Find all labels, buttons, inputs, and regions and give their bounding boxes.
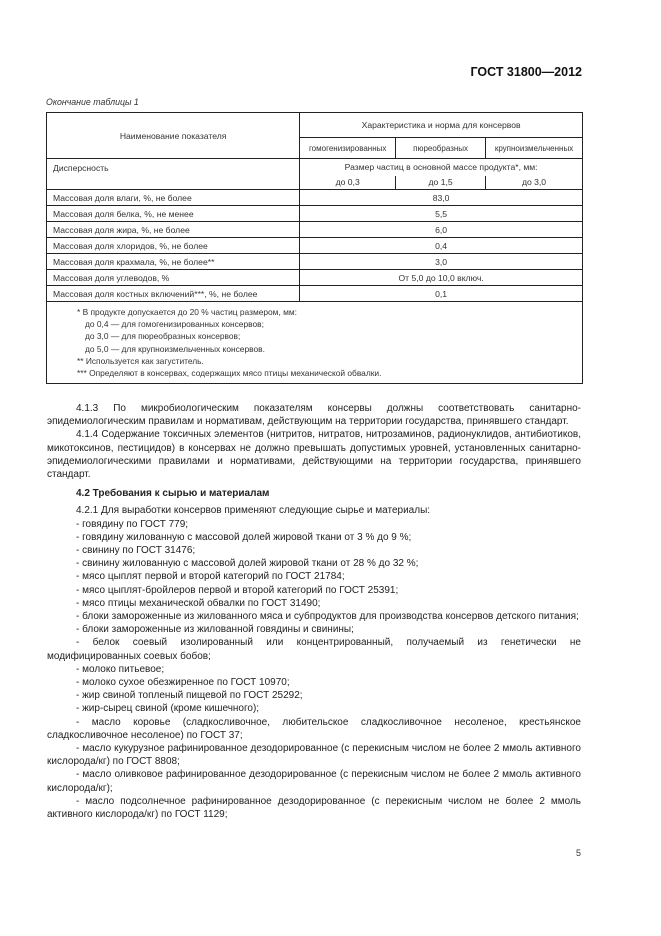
row-label: Массовая доля костных включений***, %, не более <box>47 286 300 302</box>
list-item: - масло оливковое рафинированное дезодорированное (с перекисным числом не более 2 ммоль активного кислорода/кг); <box>47 769 581 794</box>
row-value: 6,0 <box>300 222 583 238</box>
row-label: Массовая доля углеводов, % <box>47 270 300 286</box>
table-row <box>47 238 583 254</box>
list-item: - масло коровье (сладкосливочное, любительское сладкосливочное несоленое, крестьянское сладкосливочное несоленое) по ГОСТ 37; <box>47 716 581 741</box>
row-label: Массовая доля хлоридов, %, не более <box>47 238 300 254</box>
header-col-pureed: пюреобразных <box>396 138 486 159</box>
list-item: - мясо птицы механической обвалки по ГОСТ 31490; <box>76 597 321 609</box>
list-item: - молоко сухое обезжиренное по ГОСТ 10970; <box>76 677 290 689</box>
row-dispersity-label: Дисперсность <box>47 159 300 190</box>
table-row <box>47 286 583 302</box>
row-label: Массовая доля влаги, %, не более <box>47 190 300 206</box>
section-heading-4-2: 4.2 Требования к сырью и материалам <box>76 488 270 500</box>
list-item: - масло подсолнечное рафинированное дезодорированное (с перекисным числом не более 2 ммоль активного кислорода/кг) по ГОСТ 1129; <box>47 795 581 821</box>
note: до 5,0 — для крупноизмельченных консервов. <box>85 343 265 354</box>
note: *** Определяют в консервах, содержащих мясо птицы механической обвалки. <box>77 368 382 379</box>
row-value: 5,5 <box>300 206 583 222</box>
row-value: 0,4 <box>300 238 583 254</box>
list-item: - жир свиной топленый пищевой по ГОСТ 25292; <box>76 690 303 702</box>
list-item: - молоко питьевое; <box>76 663 165 675</box>
header-col-coarse: крупноизмельченных <box>486 138 583 159</box>
requirements-table <box>46 112 583 384</box>
row-dispersity-span: Размер частиц в основной массе продукта*, мм: <box>300 159 583 176</box>
table-caption: Окончание таблицы 1 <box>46 97 139 107</box>
row-label: Массовая доля белка, %, не менее <box>47 206 300 222</box>
paragraph-4-1-3: 4.1.3 По микробиологическим показателям консервы должны соответствовать санитарно-эпидемиологическим правилам и нормативам, действующим на территории государства, принявшего стандарт. <box>47 403 581 428</box>
note: * В продукте допускается до 20 % частиц размером, мм: <box>77 307 297 317</box>
table-row <box>47 206 583 222</box>
row-label: Массовая доля крахмала, %, не более** <box>47 254 300 270</box>
list-item: - белок соевый изолированный или концентрированный, получаемый из генетически не модифицированных соевых бобов; <box>47 637 581 662</box>
table-row <box>47 270 583 286</box>
row-value: 0,1 <box>300 286 583 302</box>
document-code: ГОСТ 31800—2012 <box>470 65 582 79</box>
row-value: 3,0 <box>300 254 583 270</box>
table-row <box>47 222 583 238</box>
list-item: - блоки замороженные из жилованной говядины и свинины; <box>76 624 354 636</box>
dispersity-value: до 3,0 <box>486 176 583 190</box>
dispersity-value: до 1,5 <box>396 176 486 190</box>
paragraph-4-1-4: 4.1.4 Содержание токсичных элементов (нитритов, нитратов, нитрозаминов, радионуклидов, антибиотиков, микотоксинов, пестицидов) в консервах не должно превышать допустимых уровней, установленных санитарно-эпидемиологическими правилами и нормативами, действующими на территории государства, принявшего стандарт. <box>47 429 581 481</box>
header-col-homogenized: гомогенизированных <box>300 138 396 159</box>
list-item: - жир-сырец свиной (кроме кишечного); <box>76 703 260 715</box>
table-row <box>47 190 583 206</box>
table-notes <box>47 302 583 384</box>
list-item: - говядину жилованную с массовой долей жировой ткани от 3 % до 9 %; <box>76 531 412 543</box>
row-value: От 5,0 до 10,0 включ. <box>300 270 583 286</box>
header-group: Характеристика и норма для консервов <box>300 113 583 138</box>
list-item: - свинину жилованную с массовой долей жировой ткани от 28 % до 32 %; <box>76 558 419 570</box>
list-item: - масло кукурузное рафинированное дезодорированное (с перекисным числом не более 2 ммоль активного кислорода/кг) по ГОСТ 8808; <box>47 743 581 768</box>
table-row <box>47 254 583 270</box>
header-indicator-name: Наименование показателя <box>47 113 300 159</box>
row-label: Массовая доля жира, %, не более <box>47 222 300 238</box>
paragraph-4-2-1: 4.2.1 Для выработки консервов применяют следующие сырье и материалы: <box>76 505 431 517</box>
list-item: - мясо цыплят первой и второй категорий по ГОСТ 21784; <box>76 571 345 583</box>
list-item: - блоки замороженные из жилованного мяса и субпродуктов для производства консервов детского питания; <box>76 611 579 623</box>
body-text <box>47 402 581 821</box>
list-item: - говядину по ГОСТ 779; <box>76 518 189 530</box>
note: ** Используется как загуститель. <box>77 355 204 366</box>
list-item: - свинину по ГОСТ 31476; <box>76 545 196 557</box>
row-value: 83,0 <box>300 190 583 206</box>
note: до 3,0 — для пюреобразных консервов; <box>85 331 241 342</box>
list-item: - мясо цыплят-бройлеров первой и второй категорий по ГОСТ 25391; <box>76 584 399 596</box>
note: до 0,4 — для гомогенизированных консервов; <box>85 319 264 330</box>
page-number: 5 <box>575 848 581 858</box>
dispersity-value: до 0,3 <box>300 176 396 190</box>
